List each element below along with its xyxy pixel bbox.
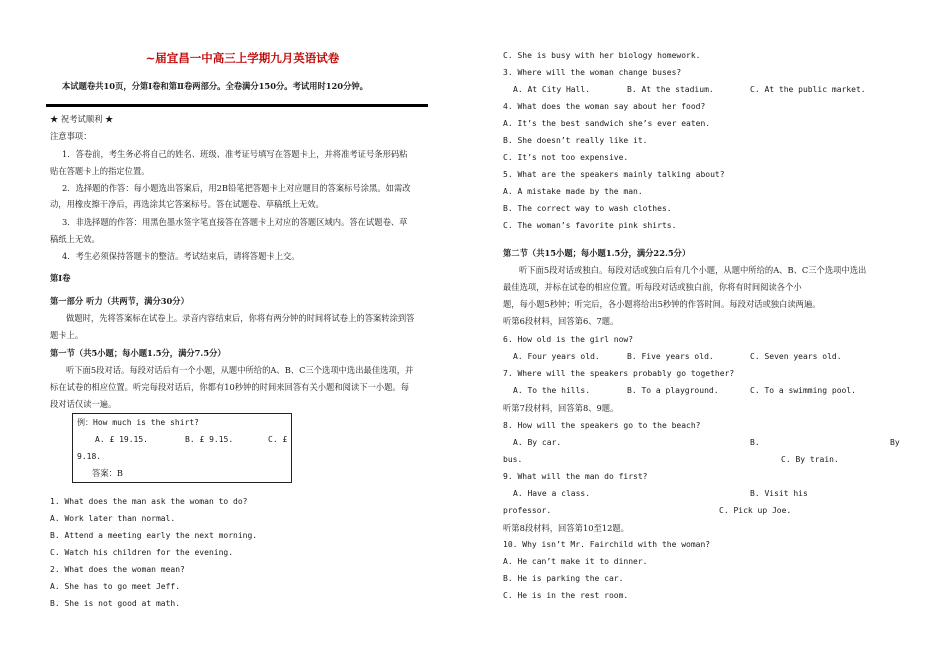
question-line: 2. What does the woman mean? [50, 565, 185, 574]
volume-heading: 第Ⅰ卷 [50, 273, 71, 283]
section2-desc: 题，每小题5秒钟；听完后，各小题将给出5秒钟的作答时间。每段对话或独白读两遍。 [503, 299, 821, 309]
option-line: B. [750, 438, 760, 447]
option-line: B. She doesn’t really like it. [503, 136, 648, 145]
option-line: B. She is not good at math. [50, 599, 181, 608]
section2-desc: 听下面5段对话或独白。每段对话或独白后有几个小题，从题中所给的A、B、C三个选项中选出 [519, 265, 867, 275]
example-option-c: C. £ [268, 435, 288, 444]
section1-desc: 听下面5段对话。每段对话后有一个小题，从题中所给的A、B、C三个选项中选出最佳选项，并 [66, 365, 414, 375]
option-line: B. Visit his [750, 489, 808, 498]
option-line: B. He is parking the car. [503, 574, 624, 583]
question-line: 9. What will the man do first? [503, 472, 648, 481]
section1-heading: 第一节（共5小题；每小题1.5分，满分7.5分） [50, 348, 226, 358]
material-label: 听第8段材料，回答第10至12题。 [503, 523, 629, 533]
example-question: 例：How much is the shirt? [77, 418, 199, 427]
option-line: A. It’s the best sandwich she’s ever eaten. [503, 119, 711, 128]
section1-desc: 段对话仅读一遍。 [50, 399, 117, 409]
note-line: 1．答卷前，考生务必将自己的姓名、班级、准考证号填写在答题卡上，并将准考证号条形码粘 [62, 149, 408, 159]
example-option-a: A. £ 19.15. [95, 435, 148, 444]
part1-desc: 题卡上。 [50, 330, 84, 340]
section2-heading: 第二节（共15小题；每小题1.5分，满分22.5分） [503, 248, 691, 258]
question-line: 10. Why isn’t Mr. Fairchild with the woman? [503, 540, 711, 549]
option-line: A. To the hills. [513, 386, 591, 395]
material-label: 听第6段材料，回答第6、7题。 [503, 316, 619, 326]
example-option-b: B. £ 9.15. [185, 435, 234, 444]
option-line: C. At the public market. [750, 85, 866, 94]
option-line: C. The woman’s favorite pink shirts. [503, 221, 677, 230]
question-line: 1. What does the man ask the woman to do? [50, 497, 248, 506]
option-line: By [890, 438, 900, 447]
option-line: bus. [503, 455, 523, 464]
option-line: B. Attend a meeting early the next morning. [50, 531, 258, 540]
note-line: 4．考生必须保持答题卡的整洁。考试结束后，请将答题卡上交。 [62, 251, 300, 261]
option-line: A. She has to go meet Jeff. [50, 582, 181, 591]
option-line: A. At City Hall. [513, 85, 591, 94]
exam-intro: 本试题卷共10页，分第Ⅰ卷和第Ⅱ卷两部分。全卷满分150分。考试用时120分钟。 [62, 81, 368, 91]
note-line: 3．非选择题的作答：用黑色墨水签字笔直接答在答题卡上对应的答题区域内。答在试题卷、草 [62, 217, 408, 227]
option-line: A. He can’t make it to dinner. [503, 557, 648, 566]
option-line: A. Work later than normal. [50, 514, 176, 523]
note-line: 2．选择题的作答：每小题选出答案后，用2B铅笔把答题卡上对应题目的答案标号涂黑。如需改 [62, 183, 411, 193]
question-line: 7. Where will the speakers probably go together? [503, 369, 735, 378]
option-line: A. A mistake made by the man. [503, 187, 643, 196]
option-line: C. By train. [781, 455, 839, 464]
option-line: C. Watch his children for the evening. [50, 548, 234, 557]
note-line: 稿纸上无效。 [50, 234, 100, 244]
question-line: 6. How old is the girl now? [503, 335, 634, 344]
option-line: A. Have a class. [513, 489, 591, 498]
example-answer: 答案：B [92, 468, 123, 478]
option-line: C. It’s not too expensive. [503, 153, 629, 162]
option-line: professor. [503, 506, 552, 515]
note-line: 动，用橡皮擦干净后，再选涂其它答案标号。答在试题卷、草稿纸上无效。 [50, 199, 324, 209]
part1-desc: 做题时，先将答案标在试卷上。录音内容结束后，你将有两分钟的时间将试卷上的答案转涂到答 [66, 313, 415, 323]
question-line: 5. What are the speakers mainly talking about? [503, 170, 725, 179]
option-line: B. At the stadium. [627, 85, 714, 94]
wish-line: ★ 祝考试顺利 ★ [50, 114, 114, 124]
option-line: C. He is in the rest room. [503, 591, 629, 600]
option-line: C. Pick up Joe. [719, 506, 792, 515]
option-line: B. The correct way to wash clothes. [503, 204, 672, 213]
option-line: A. By car. [513, 438, 562, 447]
option-line: C. She is busy with her biology homework. [503, 51, 701, 60]
page-title: ~届宜昌一中高三上学期九月英语试卷 [145, 51, 340, 65]
option-line: B. Five years old. [627, 352, 714, 361]
option-line: A. Four years old. [513, 352, 600, 361]
section2-desc: 最佳选项，并标在试卷的相应位置。听每段对话或独白前，你将有时间阅读各个小 [503, 282, 802, 292]
option-line: B. To a playground. [627, 386, 719, 395]
option-line: C. To a swimming pool. [750, 386, 856, 395]
material-label: 听第7段材料，回答第8、9题。 [503, 403, 619, 413]
question-line: 3. Where will the woman change buses? [503, 68, 682, 77]
part1-heading: 第一部分 听力（共两节，满分30分） [50, 296, 189, 306]
notes-title: 注意事项： [50, 131, 92, 141]
question-line: 8. How will the speakers go to the beach? [503, 421, 701, 430]
divider [46, 104, 428, 107]
question-line: 4. What does the woman say about her food? [503, 102, 706, 111]
example-option-c-cont: 9.18. [77, 452, 102, 461]
section1-desc: 标在试卷的相应位置。听完每段对话后，你都有10秒钟的时间来回答有关小题和阅读下一小题。每 [50, 382, 410, 392]
note-line: 贴在答题卡上的指定位置。 [50, 166, 150, 176]
option-line: C. Seven years old. [750, 352, 842, 361]
